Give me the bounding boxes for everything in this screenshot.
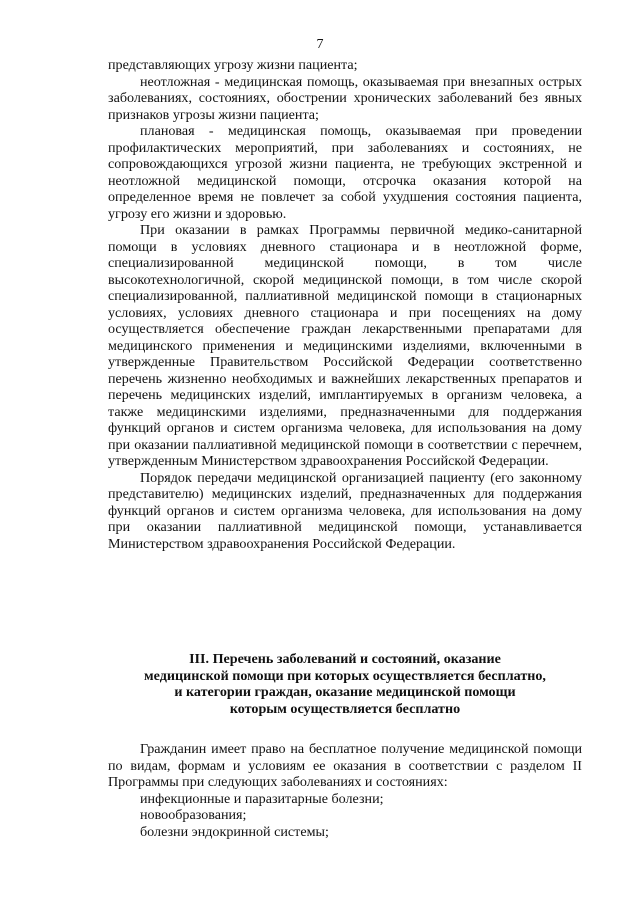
paragraph-device-transfer: Порядок передачи медицинской организацией пациенту (его законному представителю) медицинских изделий, предназначенных для поддержания функций органов и систем организма человека, для использования на дому при оказании паллиативной медицинской помощи, устанавливается Министерством здравоохранения Российской Федерации. <box>108 469 582 552</box>
paragraph-continuation: представляющих угрозу жизни пациента; <box>108 57 358 73</box>
list-item: инфекционные и паразитарные болезни; <box>140 790 384 807</box>
section-heading-line: которым осуществляется бесплатно <box>229 700 461 717</box>
paragraph-medicine-provision: При оказании в рамках Программы первичной медико-санитарной помощи в условиях дневного стационара и в неотложной форме, специализированной медицинской помощи, в том числе высокотехнологичной, скорой медицинской помощи, в том числе скорой специализированной, паллиативной медицинской помощи в стационарных условиях, условиях дневного стационара и при посещениях на дому осуществляется обеспечение граждан лекарственными препаратами для медицинского применения и медицинскими изделиями, включенными в утвержденные Правительством Российской Федерации соответственно перечень жизненно необходимых и важнейших лекарственных препаратов и перечень медицинских изделий, имплантируемых в организм человека, а также медицинскими изделиями, предназначенными для поддержания функций органов и систем организма человека, для использования на дому при оказании паллиативной медицинской помощи в соответствии с перечнем, утвержденным Министерством здравоохранения Российской Федерации. <box>108 222 582 469</box>
paragraph-urgent-care: неотложная - медицинская помощь, оказываемая при внезапных острых заболеваниях, состояниях, обострении хронических заболеваний без явных признаков угрозы жизни пациента; <box>108 73 582 123</box>
paragraph-planned-care: плановая - медицинская помощь, оказываемая при проведении профилактических мероприятий, при заболеваниях и состояниях, не сопровождающихся угрозой жизни пациента, не требующих экстренной и неотложной медицинской помощи, отсрочка оказания которой на определенное время не повлечет за собой ухудшения состояния пациента, угрозу его жизни и здоровью. <box>108 123 582 222</box>
page-number: 7 <box>316 37 324 52</box>
list-item: болезни эндокринной системы; <box>140 823 329 840</box>
body-text <box>108 57 582 552</box>
section-heading-line: и категории граждан, оказание медицинской помощи <box>174 684 516 700</box>
section-heading-line: медицинской помощи при которых осуществляется бесплатно, <box>144 667 546 684</box>
section-heading-line: III. Перечень заболеваний и состояний, оказание <box>189 651 501 667</box>
list-item: новообразования; <box>140 807 247 823</box>
paragraph-citizen-right: Гражданин имеет право на бесплатное получение медицинской помощи по видам, формам и условиям ее оказания в соответствии с разделом II Программы при следующих заболеваниях и состояниях: <box>108 741 582 790</box>
section-body <box>108 741 582 840</box>
section-heading <box>108 651 582 717</box>
